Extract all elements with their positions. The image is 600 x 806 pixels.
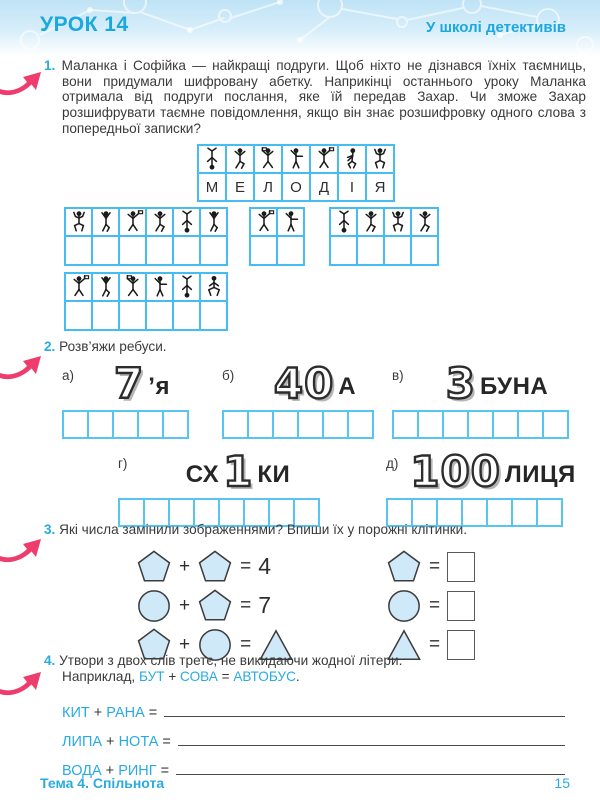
answer-cell[interactable]: [492, 410, 519, 439]
rebus-label: б): [222, 368, 235, 383]
task-marker-arrow-icon: [0, 531, 42, 565]
rebus-letters: ’я: [148, 373, 170, 400]
task4-number: 4.: [44, 653, 56, 668]
rebus-g: [118, 440, 340, 527]
dancing-man-icon: [173, 208, 200, 236]
answer-cell[interactable]: [467, 410, 494, 439]
equation-result: 7: [258, 592, 272, 618]
rebus-puzzle: [404, 440, 582, 497]
answer-cell[interactable]: [200, 301, 227, 330]
dancing-man-icon: [65, 273, 92, 301]
answer-cell[interactable]: [92, 236, 119, 265]
dancing-man-icon: [146, 273, 173, 301]
dancing-man-icon: [92, 208, 119, 236]
task-marker-arrow-icon: [0, 64, 42, 98]
dancing-man-icon: [200, 208, 227, 236]
answer-cell[interactable]: [357, 236, 384, 265]
dancing-man-icon: [198, 145, 226, 173]
answer-cell[interactable]: [222, 410, 249, 439]
dancing-man-icon: [330, 208, 357, 236]
rebus-v: [392, 352, 584, 439]
message-word-table: [329, 207, 439, 266]
answer-cell[interactable]: [250, 236, 277, 265]
equals-sign: =: [240, 633, 252, 655]
plus-sign: +: [179, 633, 191, 655]
message-word-table: [64, 272, 228, 331]
answer-cell[interactable]: [347, 410, 374, 439]
message-word-area: [64, 272, 228, 331]
cipher-letter: Д: [310, 173, 338, 201]
answer-cell[interactable]: [411, 236, 438, 265]
answer-cell[interactable]: [62, 410, 89, 439]
shape-equation: [136, 586, 294, 625]
rebus-d: [386, 440, 582, 527]
cipher-letter: Л: [254, 173, 282, 201]
answer-line[interactable]: [164, 701, 565, 717]
dancing-man-icon: [92, 273, 119, 301]
answer-cell[interactable]: [417, 410, 444, 439]
answer-cell[interactable]: [146, 236, 173, 265]
shape-equation: [136, 547, 294, 586]
dancing-man-icon: [366, 145, 394, 173]
answer-cell[interactable]: [277, 236, 304, 265]
rebus-letters: А: [338, 373, 357, 400]
circle-shape-icon: [386, 588, 422, 624]
dancing-man-icon: [254, 145, 282, 173]
task1-number: 1.: [44, 58, 56, 73]
pentagon-shape-icon: [197, 549, 233, 585]
word-two: РАНА: [106, 705, 145, 721]
answer-cell[interactable]: [200, 236, 227, 265]
plus-sign: +: [101, 763, 119, 779]
equals-sign: =: [429, 555, 441, 577]
rebus-label: в): [392, 368, 404, 383]
word-addition-row: [62, 701, 565, 730]
cipher-letter: М: [198, 173, 226, 201]
word-one: ВОДА: [62, 763, 102, 779]
task2-number: 2.: [44, 339, 56, 354]
plus-sign: +: [89, 705, 107, 721]
rebus-puzzle: [80, 352, 204, 409]
pentagon-shape-icon: [197, 588, 233, 624]
answer-line[interactable]: [178, 730, 565, 746]
message-word-area: [64, 207, 228, 266]
circle-shape-icon: [136, 588, 172, 624]
answer-cell[interactable]: [119, 301, 146, 330]
answer-boxes-row: [62, 410, 204, 439]
answer-cell[interactable]: [447, 591, 475, 621]
dancing-man-icon: [357, 208, 384, 236]
task4-text: 4. Утвори з двох слів третє, не викидаючи жодної літери. Наприклад, БУТ + СОВА = АВТОБУС.: [44, 653, 403, 684]
dancing-man-icon: [65, 208, 92, 236]
plus-sign: +: [179, 555, 191, 577]
dancing-man-icon: [119, 208, 146, 236]
equation-result: 4: [258, 553, 272, 579]
rebus-letters: ЛИЦЯ: [504, 461, 576, 488]
word-one: КИТ: [62, 705, 90, 721]
rebus-puzzle: [410, 352, 584, 409]
message-word-area: [329, 207, 439, 266]
dancing-man-icon: [384, 208, 411, 236]
dancing-man-icon: [200, 273, 227, 301]
dancing-man-icon: [146, 208, 173, 236]
page-number: 15: [554, 775, 570, 791]
rebus-number: 1: [223, 447, 254, 497]
message-word-area: [249, 207, 305, 266]
rebus-a: [62, 352, 204, 439]
answer-cell[interactable]: [247, 410, 274, 439]
answer-cell[interactable]: [330, 236, 357, 265]
answer-cell[interactable]: [322, 410, 349, 439]
cipher-letter: Е: [226, 173, 254, 201]
answer-cell[interactable]: [447, 552, 475, 582]
rebus-label: г): [118, 456, 128, 471]
word-one: ЛИПА: [62, 734, 103, 750]
word-two: НОТА: [118, 734, 159, 750]
pentagon-shape-icon: [136, 549, 172, 585]
rebus-label: а): [62, 368, 75, 383]
answer-cell[interactable]: [146, 301, 173, 330]
equals-sign: =: [144, 705, 158, 721]
answer-cell[interactable]: [272, 410, 299, 439]
plus-sign: +: [179, 594, 191, 616]
equals-sign: =: [240, 555, 252, 577]
answer-cell[interactable]: [173, 301, 200, 330]
shape-answer-row: [386, 586, 475, 625]
answer-cell[interactable]: [542, 410, 569, 439]
task-marker-arrow-icon: [0, 664, 42, 698]
dancing-man-icon: [226, 145, 254, 173]
rebus-letters: КИ: [257, 461, 291, 488]
answer-cell[interactable]: [92, 301, 119, 330]
dancing-man-icon: [250, 208, 277, 236]
rebus-b: [222, 352, 390, 439]
rebus-puzzle: [240, 352, 390, 409]
dancing-man-icon: [338, 145, 366, 173]
rebus-number: 7: [114, 359, 145, 409]
answer-cell[interactable]: [87, 410, 114, 439]
answer-cell[interactable]: [65, 301, 92, 330]
task1-text: 1. Маланка і Софійка — найкращі подруги. Щоб ніхто не дізнався їхніх таємниць, вони придумали шифровану абетку. Наприкінці останнього уроку Маланка отримала від подруги послання, яке їй передав Захар. Чи зможе Захар розшифрувати таємне повідомлення, якщо він знає розшифровку одного слова з попередньої записки?: [44, 58, 586, 136]
rebus-letters: БУНА: [479, 373, 549, 400]
answer-cell[interactable]: [392, 410, 419, 439]
message-word-table: [64, 207, 228, 266]
shape-answer-row: [386, 547, 475, 586]
answer-boxes-row: [392, 410, 584, 439]
dancing-man-icon: [282, 145, 310, 173]
cipher-letter: І: [338, 173, 366, 201]
cipher-key-area: [197, 144, 395, 202]
task-marker-arrow-icon: [0, 348, 42, 382]
shape-answers: [386, 547, 475, 664]
plus-sign: +: [102, 734, 119, 750]
task3-text: 3. Які числа замінили зображеннями? Впиши їх у порожні клітинки.: [44, 522, 468, 537]
cipher-letter: Я: [366, 173, 394, 201]
page-header: [0, 0, 600, 56]
equals-sign: =: [156, 763, 170, 779]
answer-line[interactable]: [176, 759, 565, 775]
equals-sign: =: [429, 594, 441, 616]
answer-cell[interactable]: [137, 410, 164, 439]
answer-cell[interactable]: [384, 236, 411, 265]
word-two: РИНГ: [118, 763, 157, 779]
answer-cell[interactable]: [173, 236, 200, 265]
answer-cell[interactable]: [297, 410, 324, 439]
equals-sign: =: [158, 734, 171, 750]
message-word-table: [249, 207, 305, 266]
answer-cell[interactable]: [442, 410, 469, 439]
task2-text: 2. Розв’яжи ребуси.: [44, 339, 167, 354]
answer-cell[interactable]: [112, 410, 139, 439]
rebus-letters: СХ: [185, 461, 220, 488]
answer-cell[interactable]: [517, 410, 544, 439]
dancing-man-icon: [310, 145, 338, 173]
cipher-key-table: [197, 144, 395, 202]
word-addition-row: [62, 730, 565, 759]
dancing-man-icon: [173, 273, 200, 301]
answer-boxes-row: [222, 410, 390, 439]
dancing-man-icon: [119, 273, 146, 301]
lesson-title: УРОК 14: [40, 13, 129, 36]
shape-equations: [136, 547, 294, 664]
rebus-number: 3: [445, 359, 476, 409]
dancing-man-icon: [277, 208, 304, 236]
rebus-puzzle: [136, 440, 340, 497]
rebus-number: 100: [410, 447, 501, 497]
header-theme: У школі детективів: [425, 19, 566, 36]
answer-cell[interactable]: [119, 236, 146, 265]
rebus-label: д): [386, 456, 399, 471]
task3-number: 3.: [44, 522, 56, 537]
cipher-letter: О: [282, 173, 310, 201]
rebus-number: 40: [273, 359, 335, 409]
answer-cell[interactable]: [162, 410, 189, 439]
footer-theme: Тема 4. Спільнота: [40, 775, 165, 791]
dancing-man-icon: [411, 208, 438, 236]
equals-sign: =: [429, 633, 441, 655]
equals-sign: =: [240, 594, 252, 616]
answer-cell[interactable]: [65, 236, 92, 265]
pentagon-shape-icon: [386, 549, 422, 585]
